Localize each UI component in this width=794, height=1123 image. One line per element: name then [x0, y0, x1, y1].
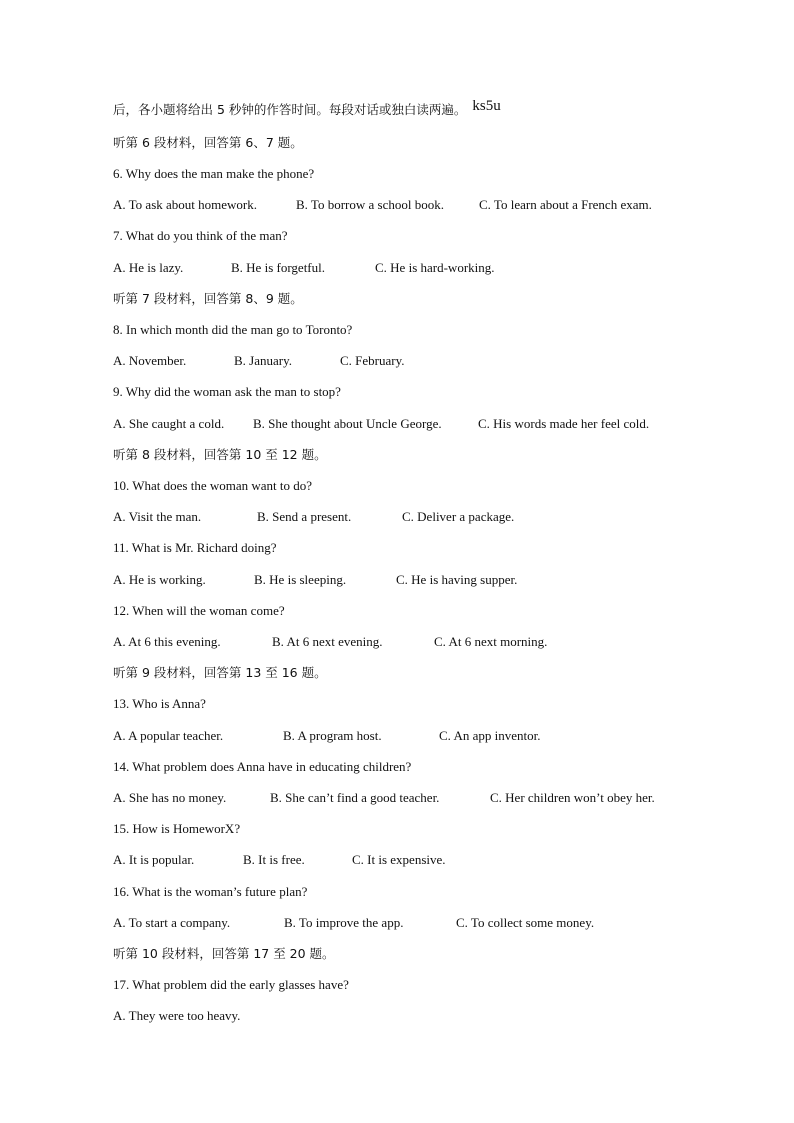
option-a: A. November.	[113, 353, 187, 368]
option-c: C. An app inventor.	[439, 728, 541, 743]
option-a: A. He is working.	[113, 572, 206, 587]
option-a: A. A popular teacher.	[113, 728, 224, 743]
option-a: A. To start a company.	[113, 915, 231, 930]
question-16-stem: 16. What is the woman’s future plan?	[113, 884, 308, 899]
option-a: A. It is popular.	[113, 852, 195, 867]
option-a: A. She has no money.	[113, 790, 227, 805]
option-c: C. His words made her feel cold.	[478, 416, 650, 431]
watermark-text: ks5u	[472, 98, 501, 114]
option-a: A. She caught a cold.	[113, 416, 225, 431]
question-17-stem: 17. What problem did the early glasses have?	[113, 977, 349, 992]
section-heading-10: 听第 10 段材料，回答第 17 至 20 题。	[113, 946, 335, 961]
question-6-stem: 6. Why does the man make the phone?	[113, 166, 315, 181]
question-11-stem: 11. What is Mr. Richard doing?	[113, 540, 277, 555]
option-b: B. She can’t find a good teacher.	[270, 790, 440, 805]
intro-line	[113, 98, 501, 119]
option-c: C. To learn about a French exam.	[479, 197, 652, 212]
question-12-stem: 12. When will the woman come?	[113, 603, 285, 618]
section-heading-6: 听第 6 段材料，回答第 6、7 题。	[113, 135, 303, 150]
option-b: B. He is sleeping.	[254, 572, 347, 587]
option-c: C. February.	[340, 353, 405, 368]
question-8-stem: 8. In which month did the man go to Toronto?	[113, 322, 353, 337]
option-b: B. A program host.	[283, 728, 382, 743]
option-c: C. Deliver a package.	[402, 509, 515, 524]
question-13-stem: 13. Who is Anna?	[113, 696, 206, 711]
option-b: B. At 6 next evening.	[272, 634, 383, 649]
option-b: B. To borrow a school book.	[296, 197, 444, 212]
option-c: C. Her children won’t obey her.	[490, 790, 655, 805]
question-15-stem: 15. How is HomeworX?	[113, 821, 241, 836]
intro-text: 后，各小题将给出 5 秒钟的作答时间。每段对话或独白读两遍。	[113, 102, 467, 117]
option-b: B. She thought about Uncle George.	[253, 416, 442, 431]
option-a: A. He is lazy.	[113, 260, 184, 275]
option-b: B. January.	[234, 353, 293, 368]
option-c: C. He is having supper.	[396, 572, 518, 587]
option-c: C. At 6 next morning.	[434, 634, 548, 649]
question-10-stem: 10. What does the woman want to do?	[113, 478, 313, 493]
option-c: C. To collect some money.	[456, 915, 595, 930]
option-a: A. To ask about homework.	[113, 197, 257, 212]
section-heading-7: 听第 7 段材料，回答第 8、9 题。	[113, 291, 303, 306]
question-9-stem: 9. Why did the woman ask the man to stop?	[113, 384, 341, 399]
option-a: A. Visit the man.	[113, 509, 202, 524]
option-c: C. He is hard-working.	[375, 260, 495, 275]
option-c: C. It is expensive.	[352, 852, 446, 867]
section-heading-8: 听第 8 段材料，回答第 10 至 12 题。	[113, 447, 327, 462]
option-b: B. Send a present.	[257, 509, 352, 524]
option-b: B. It is free.	[243, 852, 305, 867]
option-a: A. At 6 this evening.	[113, 634, 221, 649]
question-14-stem: 14. What problem does Anna have in educating children?	[113, 759, 412, 774]
option-a: A. They were too heavy.	[113, 1008, 241, 1023]
section-heading-9: 听第 9 段材料，回答第 13 至 16 题。	[113, 665, 327, 680]
option-b: B. He is forgetful.	[231, 260, 325, 275]
question-7-stem: 7. What do you think of the man?	[113, 228, 288, 243]
option-b: B. To improve the app.	[284, 915, 404, 930]
